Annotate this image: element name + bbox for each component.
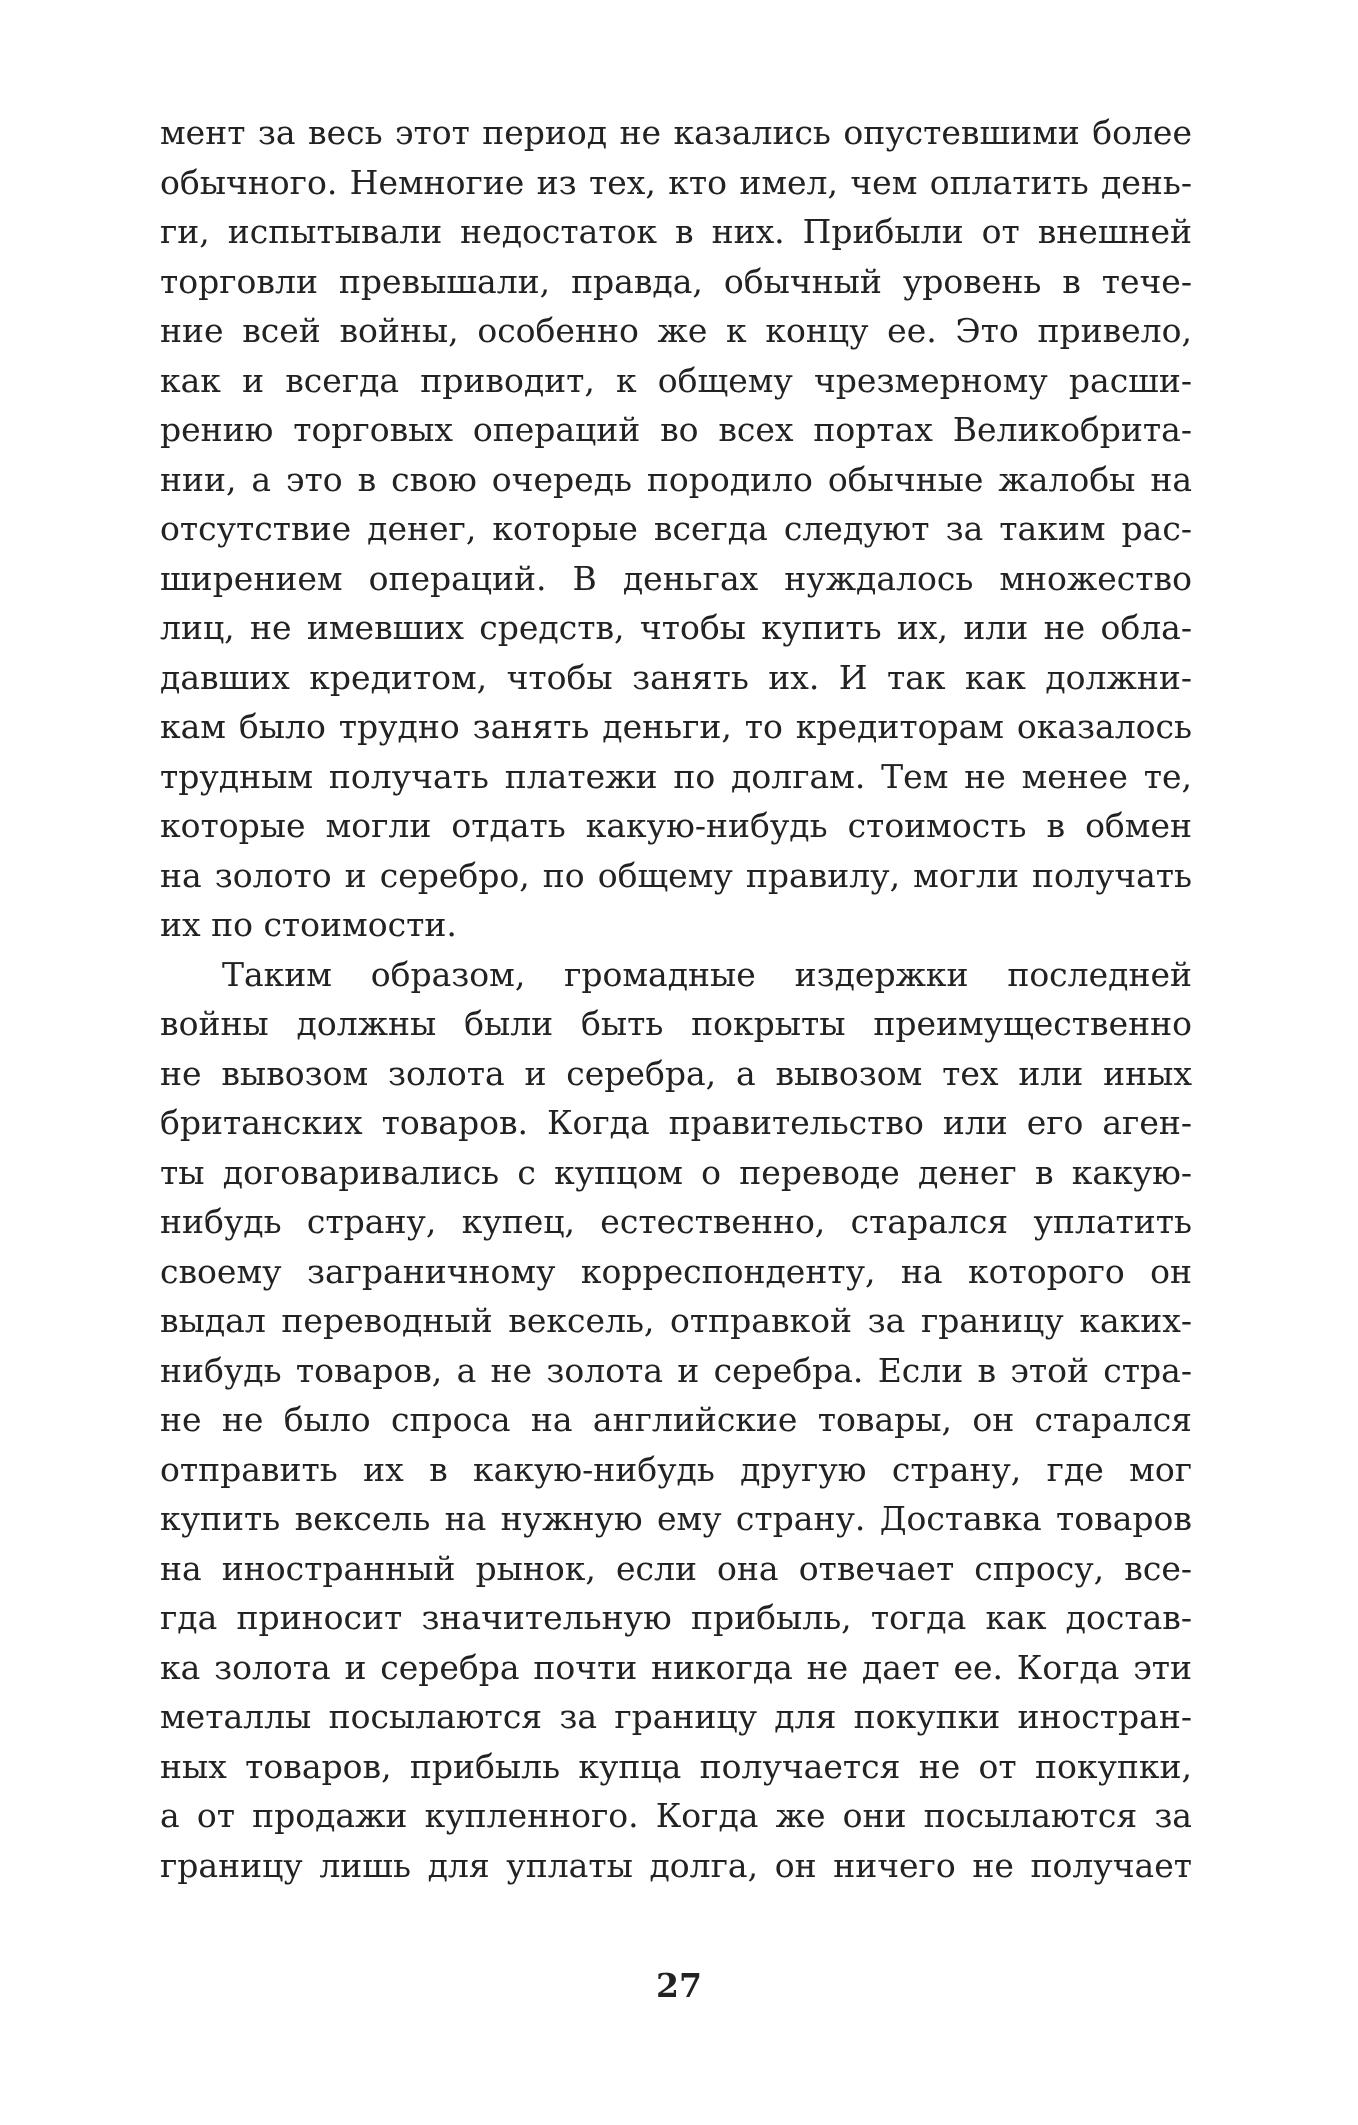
text-line: Таким образом, громадные издержки последней <box>222 954 1192 994</box>
text-line: трудным получать платежи по долгам. Тем не менее те, <box>160 756 1192 796</box>
text-line: отсутствие денег, которые всегда следуют за таким рас- <box>160 509 1192 548</box>
text-line: войны должны были быть покрыты преимущественно <box>160 1004 1192 1043</box>
text-line: торговли превышали, правда, обычный уровень в тече- <box>160 261 1192 301</box>
text-line: нии, а это в свою очередь породило обычные жалобы на <box>160 459 1192 499</box>
text-line: отправить их в какую-нибудь другую страну, где мог <box>160 1449 1192 1489</box>
text-line: границу лишь для уплаты долга, он ничего не получает <box>160 1845 1192 1885</box>
text-line: ных товаров, прибыль купца получается не от покупки, <box>160 1746 1192 1786</box>
text-line: ние всей войны, особенно же к концу ее. Это привело, <box>160 311 1192 350</box>
text-line: а от продажи купленного. Когда же они посылаются за <box>160 1796 1192 1835</box>
text-line: на иностранный рынок, если она отвечает спросу, все- <box>160 1548 1192 1588</box>
text-line: не вывозом золота и серебра, а вывозом тех или иных <box>160 1053 1192 1093</box>
text-line: лиц, не имевших средств, чтобы купить их, или не обла- <box>160 608 1192 647</box>
body-text <box>160 108 1192 1890</box>
text-line: как и всегда приводит, к общему чрезмерному расши- <box>160 360 1192 400</box>
text-line: ка золота и серебра почти никогда не дает ее. Когда эти <box>160 1647 1192 1687</box>
text-line: ты договаривались с купцом о переводе денег в какую- <box>160 1152 1192 1192</box>
text-line: нибудь страну, купец, естественно, старался уплатить <box>160 1202 1192 1241</box>
text-line: рению торговых операций во всех портах Великобрита- <box>160 410 1192 449</box>
text-line: гда приносит значительную прибыль, тогда как достав- <box>160 1598 1192 1637</box>
text-line: британских товаров. Когда правительство или его аген- <box>160 1103 1192 1142</box>
text-line: их по стоимости. <box>160 905 457 944</box>
text-line: которые могли отдать какую-нибудь стоимость в обмен <box>160 806 1192 845</box>
text-line: на золото и серебро, по общему правилу, могли получать <box>160 855 1192 895</box>
text-line: выдал переводный вексель, отправкой за границу каких- <box>160 1301 1192 1340</box>
page-number: 27 <box>656 1966 702 2005</box>
text-line: ги, испытывали недостаток в них. Прибыли от внешней <box>160 212 1192 251</box>
text-line: металлы посылаются за границу для покупки иностран- <box>160 1697 1192 1736</box>
text-line: мент за весь этот период не казались опустевшими более <box>160 113 1192 152</box>
text-line: своему заграничному корреспонденту, на которого он <box>160 1251 1192 1291</box>
text-line: нибудь товаров, а не золота и серебра. Если в этой стра- <box>160 1350 1192 1390</box>
paragraph <box>160 950 1192 1891</box>
text-line: ширением операций. В деньгах нуждалось множество <box>160 558 1192 598</box>
paragraph <box>160 108 1192 950</box>
text-line: купить вексель на нужную ему страну. Доставка товаров <box>160 1499 1192 1538</box>
text-line: давших кредитом, чтобы занять их. И так как должни- <box>160 657 1192 697</box>
text-line: не не было спроса на английские товары, он старался <box>160 1400 1192 1439</box>
text-line: кам было трудно занять деньги, то кредиторам оказалось <box>160 707 1192 746</box>
text-line: обычного. Немногие из тех, кто имел, чем оплатить день- <box>160 162 1192 202</box>
